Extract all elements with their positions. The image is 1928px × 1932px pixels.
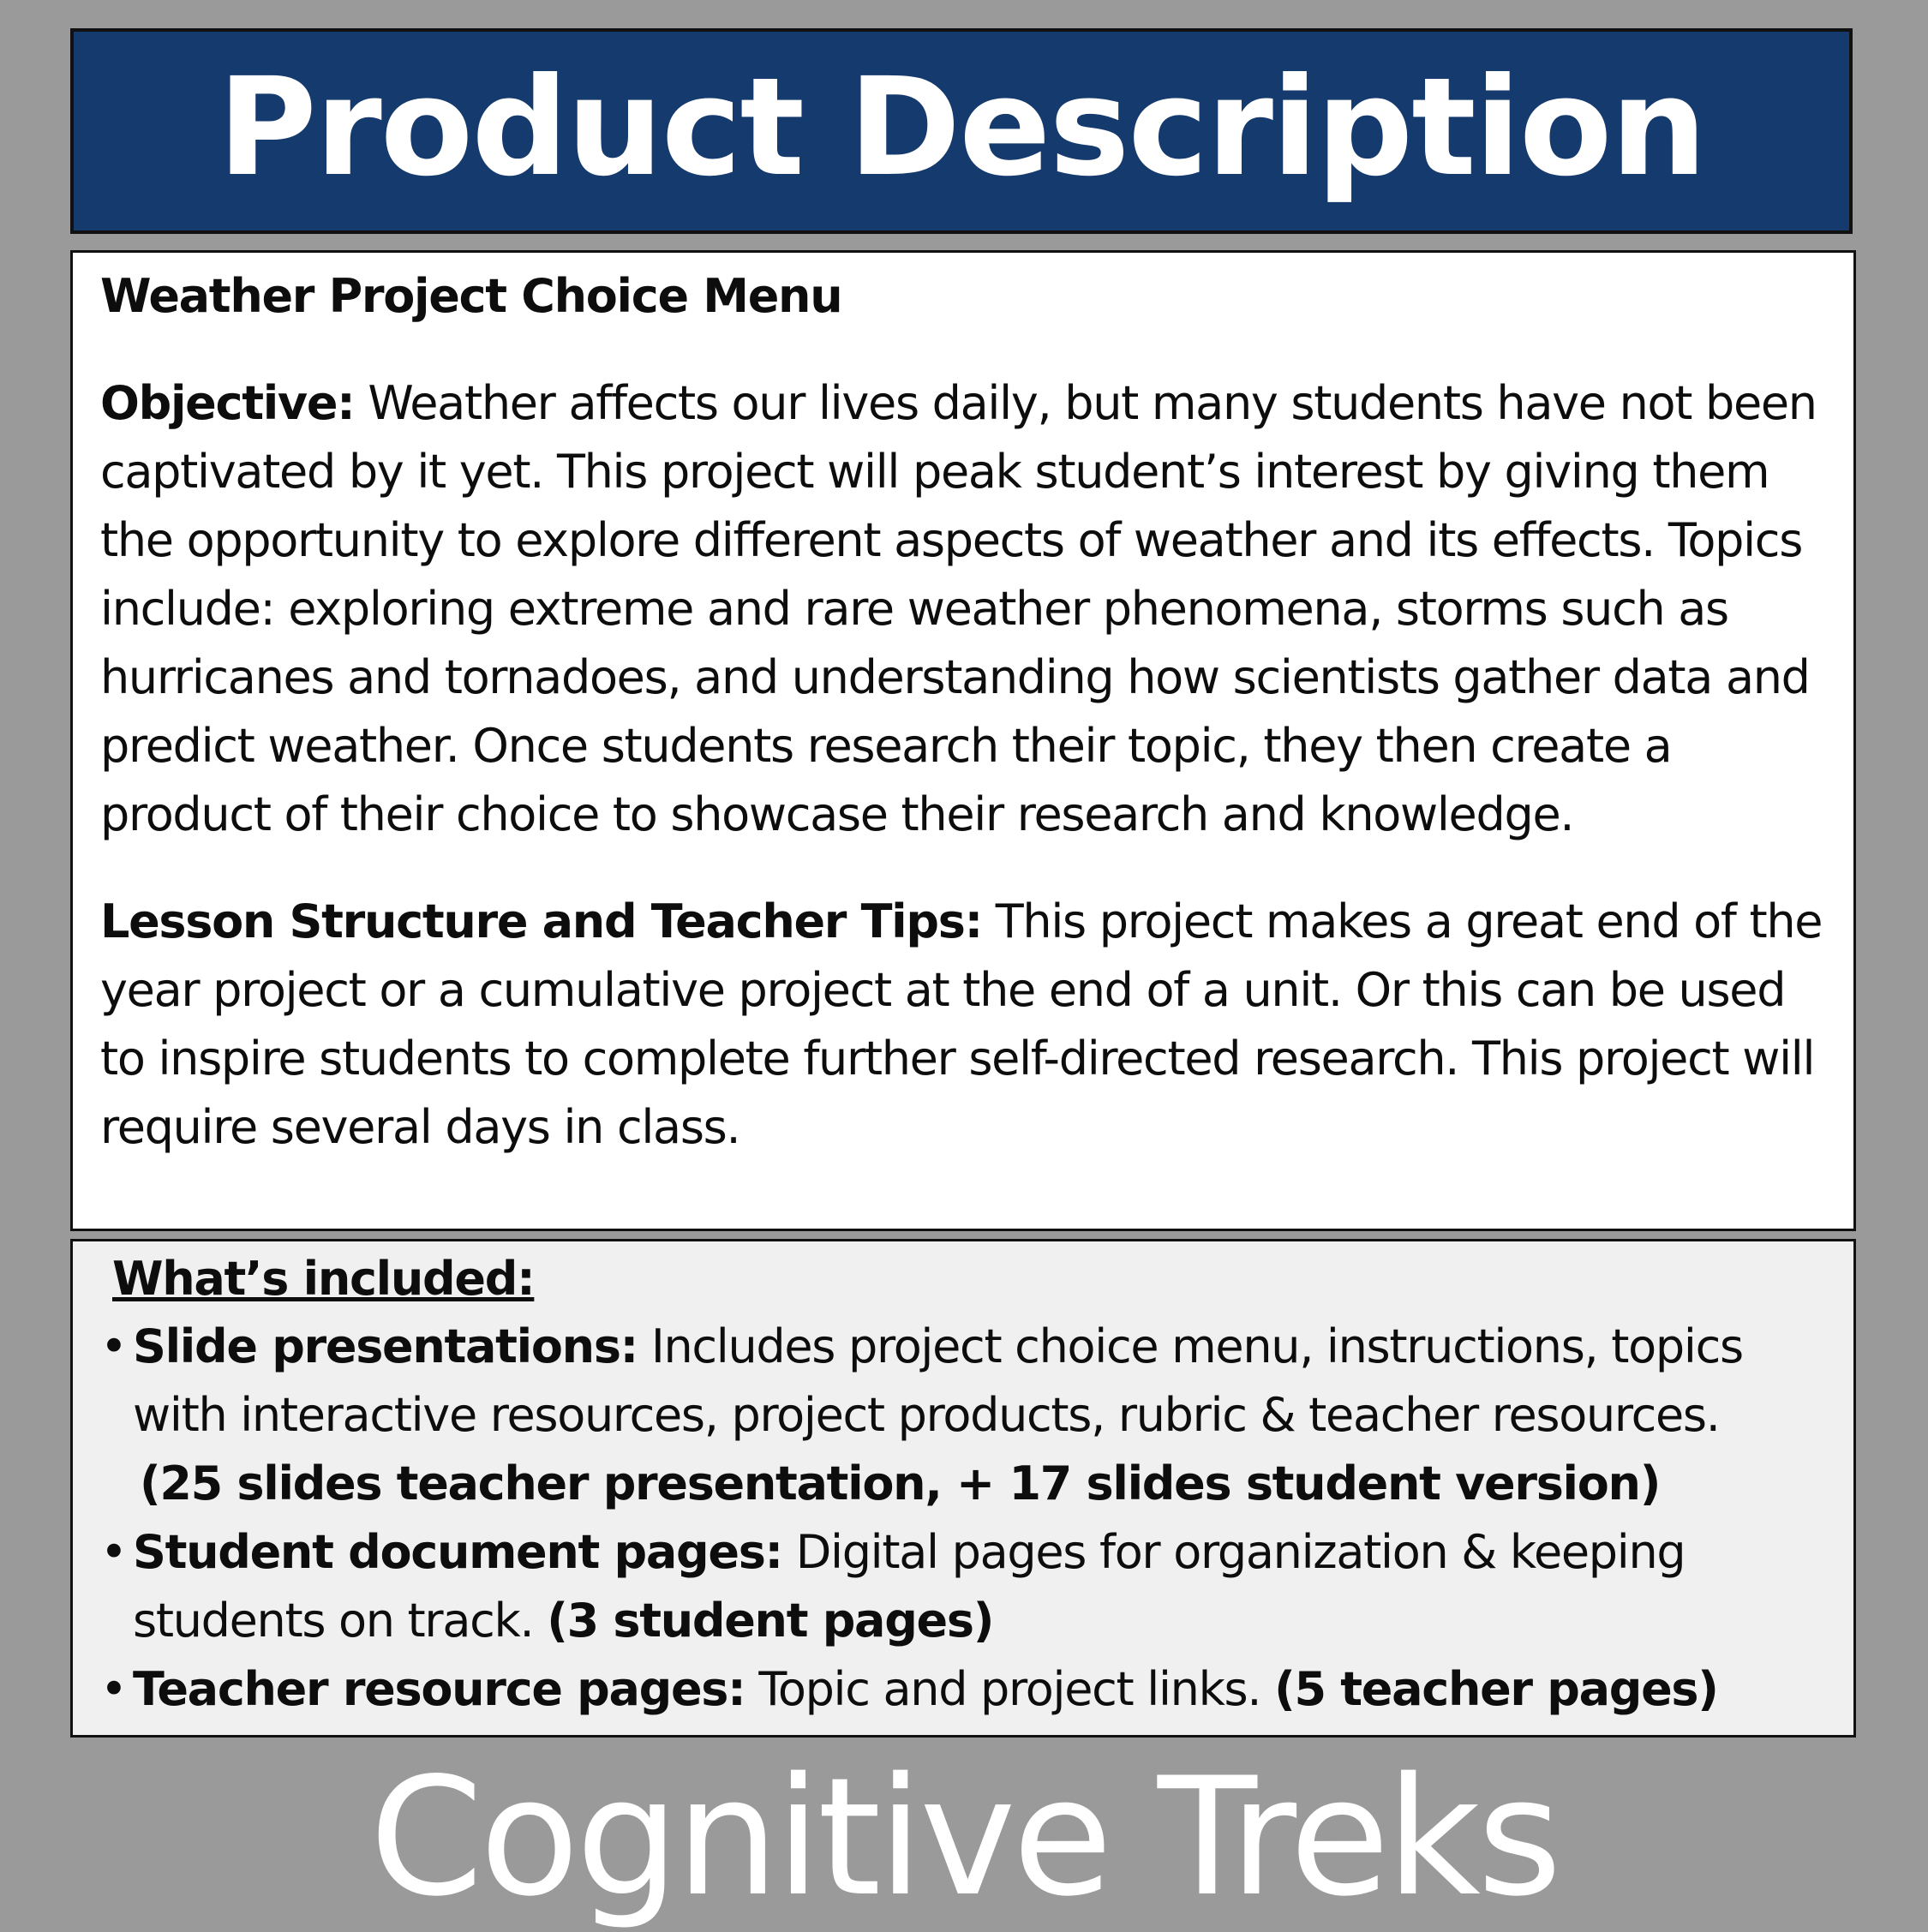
- brand-logo-text: Cognitive Treks: [369, 1743, 1559, 1932]
- bullet-icon: •: [100, 1525, 127, 1579]
- item-text: Includes project choice menu, instructions, topics with interactive resources, project products, rubric & teacher resources.: [133, 1319, 1743, 1442]
- objective-label: Objective:: [100, 376, 355, 430]
- included-list: [100, 1313, 1831, 1724]
- lesson-label: Lesson Structure and Teacher Tips:: [100, 894, 982, 948]
- item-label: Student document pages:: [133, 1525, 782, 1579]
- item-note: (5 teacher pages): [1274, 1662, 1718, 1716]
- bullet-icon: •: [100, 1319, 127, 1373]
- item-note: (3 student pages): [547, 1594, 994, 1648]
- lesson-paragraph: [100, 888, 1831, 1162]
- list-item: [100, 1313, 1831, 1518]
- page-title: Product Description: [218, 49, 1705, 206]
- list-item: [100, 1518, 1831, 1655]
- bullet-icon: •: [100, 1662, 127, 1716]
- objective-text: Weather affects our lives daily, but many students have not been captivated by it yet. This project will peak student’s interest by giving them the opportunity to explore different aspects of weather and its effects. Topics include: exploring extreme and rare weather phenomena, storms such as hurricanes and tornadoes, and understanding how scientists gather data and predict weather. Once students research their topic, they then create a product of their choice to showcase their research and knowledge.: [100, 376, 1817, 841]
- list-item: [100, 1655, 1831, 1724]
- item-text: Topic and project links.: [745, 1662, 1275, 1716]
- title-banner: [70, 28, 1853, 234]
- included-heading: What’s included:: [112, 1252, 535, 1306]
- lesson-text: This project makes a great end of the year project or a cumulative project at the end of a unit. Or this can be used to inspire students to complete further self-directed research. This project will require several days in class.: [100, 894, 1823, 1154]
- item-label: Teacher resource pages:: [133, 1662, 745, 1716]
- item-text: Digital pages for organization & keeping students on track.: [133, 1525, 1686, 1648]
- item-label: Slide presentations:: [133, 1319, 638, 1373]
- item-note: (25 slides teacher presentation, + 17 slides student version): [140, 1456, 1661, 1510]
- included-panel: [70, 1239, 1856, 1738]
- description-panel: [70, 250, 1856, 1231]
- objective-paragraph: [100, 369, 1831, 849]
- product-name-heading: Weather Project Choice Menu: [100, 269, 842, 323]
